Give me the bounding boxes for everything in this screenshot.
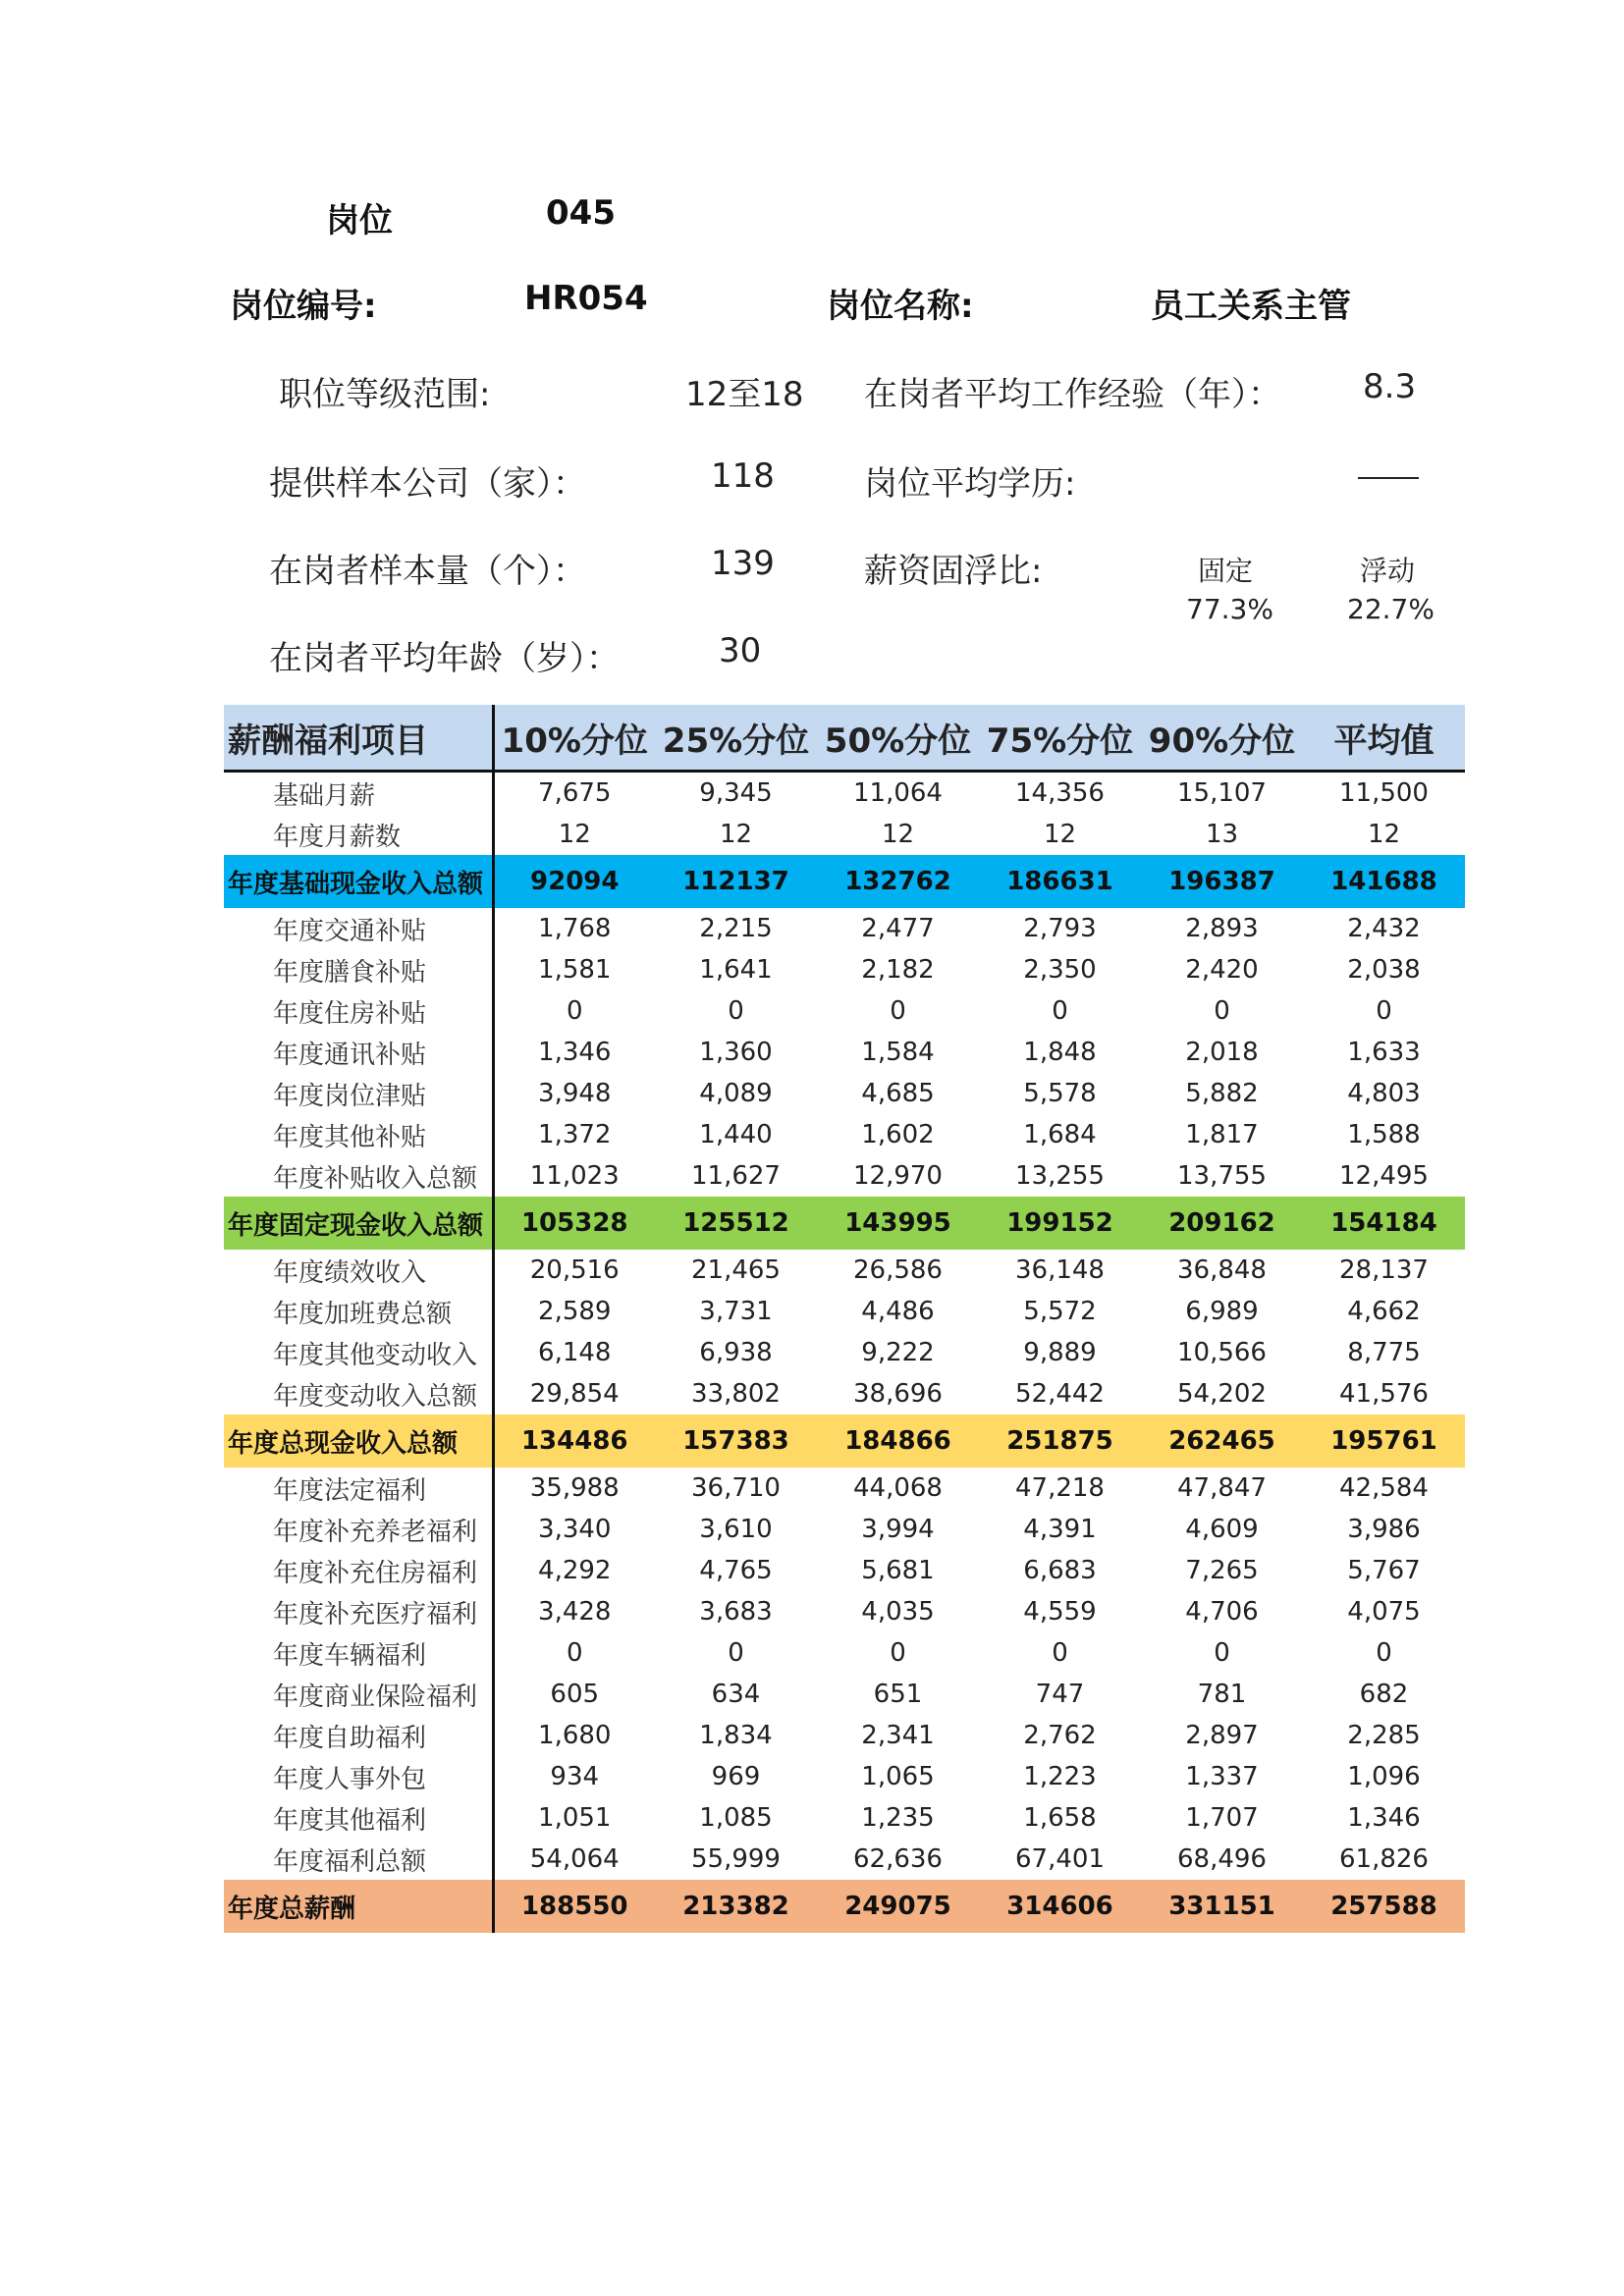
value-cell: 35,988: [529, 1473, 620, 1503]
table-row: [224, 1632, 1465, 1674]
value-cell: 4,609: [1185, 1515, 1259, 1544]
table-row: [224, 1032, 1465, 1073]
table-row: [224, 908, 1465, 949]
value-cell: 36,148: [1015, 1255, 1105, 1285]
value-cell: 0: [1052, 996, 1068, 1026]
value-cell: 5,572: [1023, 1297, 1097, 1326]
table-row: [224, 1715, 1465, 1756]
value-cell: 21,465: [691, 1255, 781, 1285]
value-cell: 2,215: [699, 914, 773, 943]
value-cell: 44,068: [853, 1473, 943, 1503]
table-row: [224, 1155, 1465, 1197]
value-cell: 28,137: [1339, 1255, 1429, 1285]
float-value: 22.7%: [1347, 593, 1435, 625]
value-cell: 747: [1035, 1680, 1085, 1709]
value-cell: 6,148: [538, 1338, 612, 1367]
value-cell: 1,680: [538, 1721, 612, 1750]
value-cell: 4,706: [1185, 1597, 1259, 1627]
value-cell: 199152: [979, 1197, 1141, 1250]
table-row: [224, 1291, 1465, 1332]
value-cell: 42,584: [1339, 1473, 1429, 1503]
float-label: 浮动: [1360, 555, 1416, 587]
row-label-cell: 年度其他变动收入: [224, 1332, 493, 1373]
value-cell: 1,346: [1347, 1803, 1421, 1833]
value-cell: 0: [728, 996, 744, 1026]
value-cell: 12: [1367, 820, 1401, 849]
table-body: [224, 772, 1465, 1934]
value-cell: 934: [550, 1762, 600, 1791]
row-label-cell: 年度基础现金收入总额: [224, 855, 493, 908]
value-cell: 1,581: [538, 955, 612, 985]
avg-age-label: 在岗者平均年龄（岁）：: [269, 639, 620, 678]
value-cell: 3,994: [861, 1515, 935, 1544]
value-cell: 186631: [979, 855, 1141, 908]
value-cell: 47,847: [1177, 1473, 1267, 1503]
value-cell: 52,442: [1015, 1379, 1105, 1409]
value-cell: 3,986: [1347, 1515, 1421, 1544]
value-cell: 1,337: [1185, 1762, 1259, 1791]
value-cell: 0: [566, 1638, 583, 1668]
fixed-float-ratio-label: 薪资固浮比:: [864, 552, 1043, 591]
row-label-cell: 年度岗位津贴: [224, 1073, 493, 1114]
value-cell: 257588: [1303, 1880, 1465, 1933]
value-cell: 7,265: [1185, 1556, 1259, 1585]
value-cell: 26,586: [853, 1255, 943, 1285]
value-cell: 331151: [1141, 1880, 1303, 1933]
value-cell: 5,578: [1023, 1079, 1097, 1108]
table-row: [224, 1114, 1465, 1155]
value-cell: 2,589: [538, 1297, 612, 1326]
row-label-cell: 基础月薪: [224, 772, 493, 815]
value-cell: 2,432: [1347, 914, 1421, 943]
value-cell: 1,602: [861, 1120, 935, 1149]
row-label-cell: 年度人事外包: [224, 1756, 493, 1797]
value-cell: 0: [890, 996, 906, 1026]
value-cell: 3,731: [699, 1297, 773, 1326]
value-cell: 1,235: [861, 1803, 935, 1833]
table-row: [224, 1073, 1465, 1114]
value-cell: 0: [1376, 996, 1392, 1026]
value-cell: 2,893: [1185, 914, 1259, 943]
value-cell: 5,882: [1185, 1079, 1259, 1108]
row-label-cell: 年度其他补贴: [224, 1114, 493, 1155]
value-cell: 15,107: [1177, 778, 1267, 808]
value-cell: 61,826: [1339, 1844, 1429, 1874]
grade-range-label: 职位等级范围:: [279, 375, 491, 414]
value-cell: 3,428: [538, 1597, 612, 1627]
value-cell: 3,683: [699, 1597, 773, 1627]
row-label-cell: 年度固定现金收入总额: [224, 1197, 493, 1250]
table-row: [224, 1797, 1465, 1839]
value-cell: 0: [1376, 1638, 1392, 1668]
value-cell: 2,018: [1185, 1038, 1259, 1067]
value-cell: 781: [1197, 1680, 1247, 1709]
table-row: [224, 1550, 1465, 1591]
value-cell: 682: [1359, 1680, 1409, 1709]
value-cell: 112137: [655, 855, 817, 908]
value-cell: 12: [1043, 820, 1077, 849]
row-label-cell: 年度通讯补贴: [224, 1032, 493, 1073]
value-cell: 188550: [493, 1880, 655, 1933]
table-total-row: [224, 1415, 1465, 1468]
position-value: 045: [546, 193, 616, 233]
column-header-p50: 50%分位: [817, 705, 979, 772]
sample-size-label: 在岗者样本量（个）：: [269, 552, 586, 591]
value-cell: 157383: [655, 1415, 817, 1468]
table-row: [224, 1756, 1465, 1797]
value-cell: 36,848: [1177, 1255, 1267, 1285]
value-cell: 2,341: [861, 1721, 935, 1750]
value-cell: 9,222: [861, 1338, 935, 1367]
value-cell: 1,658: [1023, 1803, 1097, 1833]
avg-experience-label: 在岗者平均工作经验（年）：: [864, 375, 1281, 414]
table-header-row: [224, 705, 1465, 772]
value-cell: 12,495: [1339, 1161, 1429, 1191]
value-cell: 4,391: [1023, 1515, 1097, 1544]
row-label-cell: 年度膳食补贴: [224, 949, 493, 990]
column-header-p25: 25%分位: [655, 705, 817, 772]
value-cell: 1,584: [861, 1038, 935, 1067]
row-label-cell: 年度补充住房福利: [224, 1550, 493, 1591]
value-cell: 92094: [493, 855, 655, 908]
avg-experience-value: 8.3: [1363, 367, 1417, 406]
value-cell: 12: [558, 820, 591, 849]
value-cell: 1,684: [1023, 1120, 1097, 1149]
value-cell: 1,768: [538, 914, 612, 943]
position-code-label: 岗位编号:: [230, 287, 377, 326]
row-label-cell: 年度补充医疗福利: [224, 1591, 493, 1632]
sample-companies-label: 提供样本公司（家）：: [269, 464, 586, 504]
value-cell: 7,675: [538, 778, 612, 808]
value-cell: 2,038: [1347, 955, 1421, 985]
value-cell: 13,755: [1177, 1161, 1267, 1191]
value-cell: 1,065: [861, 1762, 935, 1791]
value-cell: 33,802: [691, 1379, 781, 1409]
value-cell: 2,762: [1023, 1721, 1097, 1750]
column-header-p90: 90%分位: [1141, 705, 1303, 772]
value-cell: 0: [1214, 1638, 1230, 1668]
value-cell: 4,075: [1347, 1597, 1421, 1627]
value-cell: 5,681: [861, 1556, 935, 1585]
column-header-p10: 10%分位: [493, 705, 655, 772]
value-cell: 41,576: [1339, 1379, 1429, 1409]
value-cell: 132762: [817, 855, 979, 908]
table-total-row: [224, 855, 1465, 908]
value-cell: 0: [728, 1638, 744, 1668]
value-cell: 634: [711, 1680, 761, 1709]
value-cell: 1,588: [1347, 1120, 1421, 1149]
value-cell: 14,356: [1015, 778, 1105, 808]
value-cell: 20,516: [529, 1255, 620, 1285]
row-label-cell: 年度总薪酬: [224, 1880, 493, 1933]
row-label-cell: 年度法定福利: [224, 1468, 493, 1509]
value-cell: 1,440: [699, 1120, 773, 1149]
value-cell: 4,292: [538, 1556, 612, 1585]
value-cell: 67,401: [1015, 1844, 1105, 1874]
row-label-cell: 年度其他福利: [224, 1797, 493, 1839]
table-row: [224, 1332, 1465, 1373]
table-total-row: [224, 1880, 1465, 1933]
row-label-cell: 年度商业保险福利: [224, 1674, 493, 1715]
value-cell: 8,775: [1347, 1338, 1421, 1367]
avg-education-dash: [1358, 477, 1419, 479]
value-cell: 13,255: [1015, 1161, 1105, 1191]
value-cell: 55,999: [691, 1844, 781, 1874]
column-header-p75: 75%分位: [979, 705, 1141, 772]
value-cell: 12: [881, 820, 915, 849]
table-row: [224, 1468, 1465, 1509]
value-cell: 0: [1052, 1638, 1068, 1668]
value-cell: 2,285: [1347, 1721, 1421, 1750]
value-cell: 1,096: [1347, 1762, 1421, 1791]
position-name-value: 员工关系主管: [1151, 287, 1351, 326]
value-cell: 62,636: [853, 1844, 943, 1874]
sample-size-value: 139: [711, 544, 775, 583]
value-cell: 195761: [1303, 1415, 1465, 1468]
table-total-row: [224, 1197, 1465, 1250]
value-cell: 2,420: [1185, 955, 1259, 985]
value-cell: 54,064: [529, 1844, 620, 1874]
value-cell: 47,218: [1015, 1473, 1105, 1503]
table-row: [224, 1591, 1465, 1632]
value-cell: 3,948: [538, 1079, 612, 1108]
value-cell: 184866: [817, 1415, 979, 1468]
grade-range-value: 12至18: [685, 375, 804, 414]
value-cell: 10,566: [1177, 1338, 1267, 1367]
column-header-item: 薪酬福利项目: [224, 705, 493, 772]
row-label-cell: 年度补贴收入总额: [224, 1155, 493, 1197]
value-cell: 1,372: [538, 1120, 612, 1149]
value-cell: 3,610: [699, 1515, 773, 1544]
table-row: [224, 814, 1465, 855]
row-label-cell: 年度福利总额: [224, 1839, 493, 1880]
row-label-cell: 年度住房补贴: [224, 990, 493, 1032]
value-cell: 36,710: [691, 1473, 781, 1503]
row-label-cell: 年度交通补贴: [224, 908, 493, 949]
value-cell: 196387: [1141, 855, 1303, 908]
value-cell: 0: [1214, 996, 1230, 1026]
value-cell: 125512: [655, 1197, 817, 1250]
value-cell: 2,477: [861, 914, 935, 943]
value-cell: 5,767: [1347, 1556, 1421, 1585]
value-cell: 1,707: [1185, 1803, 1259, 1833]
value-cell: 141688: [1303, 855, 1465, 908]
value-cell: 4,803: [1347, 1079, 1421, 1108]
avg-education-label: 岗位平均学历:: [864, 464, 1076, 504]
row-label-cell: 年度加班费总额: [224, 1291, 493, 1332]
table-row: [224, 1373, 1465, 1415]
value-cell: 29,854: [529, 1379, 620, 1409]
value-cell: 12,970: [853, 1161, 943, 1191]
value-cell: 209162: [1141, 1197, 1303, 1250]
value-cell: 0: [890, 1638, 906, 1668]
value-cell: 4,765: [699, 1556, 773, 1585]
fixed-label: 固定: [1198, 555, 1254, 587]
value-cell: 1,051: [538, 1803, 612, 1833]
value-cell: 13: [1205, 820, 1239, 849]
value-cell: 4,662: [1347, 1297, 1421, 1326]
value-cell: 651: [873, 1680, 923, 1709]
fixed-value: 77.3%: [1186, 593, 1273, 625]
value-cell: 134486: [493, 1415, 655, 1468]
value-cell: 11,023: [529, 1161, 620, 1191]
table-row: [224, 990, 1465, 1032]
position-label: 岗位: [326, 201, 393, 240]
row-label-cell: 年度车辆福利: [224, 1632, 493, 1674]
value-cell: 969: [711, 1762, 761, 1791]
position-code-value: HR054: [524, 279, 648, 318]
value-cell: 9,889: [1023, 1338, 1097, 1367]
table-row: [224, 1674, 1465, 1715]
table-row: [224, 1509, 1465, 1550]
value-cell: 11,064: [853, 778, 943, 808]
value-cell: 11,500: [1339, 778, 1429, 808]
value-cell: 143995: [817, 1197, 979, 1250]
value-cell: 4,486: [861, 1297, 935, 1326]
value-cell: 4,035: [861, 1597, 935, 1627]
value-cell: 1,817: [1185, 1120, 1259, 1149]
value-cell: 249075: [817, 1880, 979, 1933]
value-cell: 314606: [979, 1880, 1141, 1933]
value-cell: 2,350: [1023, 955, 1097, 985]
value-cell: 6,683: [1023, 1556, 1097, 1585]
value-cell: 605: [550, 1680, 600, 1709]
value-cell: 12: [719, 820, 753, 849]
value-cell: 1,834: [699, 1721, 773, 1750]
row-label-cell: 年度总现金收入总额: [224, 1415, 493, 1468]
value-cell: 3,340: [538, 1515, 612, 1544]
row-label-cell: 年度月薪数: [224, 814, 493, 855]
value-cell: 6,989: [1185, 1297, 1259, 1326]
row-label-cell: 年度自助福利: [224, 1715, 493, 1756]
value-cell: 1,848: [1023, 1038, 1097, 1067]
value-cell: 105328: [493, 1197, 655, 1250]
value-cell: 11,627: [691, 1161, 781, 1191]
value-cell: 54,202: [1177, 1379, 1267, 1409]
column-header-average: 平均值: [1303, 705, 1465, 772]
value-cell: 1,346: [538, 1038, 612, 1067]
avg-age-value: 30: [719, 631, 762, 670]
value-cell: 4,559: [1023, 1597, 1097, 1627]
value-cell: 1,641: [699, 955, 773, 985]
table-row: [224, 1839, 1465, 1880]
row-label-cell: 年度变动收入总额: [224, 1373, 493, 1415]
value-cell: 4,089: [699, 1079, 773, 1108]
value-cell: 2,897: [1185, 1721, 1259, 1750]
value-cell: 251875: [979, 1415, 1141, 1468]
table-row: [224, 1250, 1465, 1291]
value-cell: 1,360: [699, 1038, 773, 1067]
value-cell: 38,696: [853, 1379, 943, 1409]
value-cell: 1,633: [1347, 1038, 1421, 1067]
value-cell: 2,182: [861, 955, 935, 985]
value-cell: 6,938: [699, 1338, 773, 1367]
position-name-label: 岗位名称:: [827, 287, 974, 326]
value-cell: 1,223: [1023, 1762, 1097, 1791]
table-row: [224, 772, 1465, 815]
row-label-cell: 年度绩效收入: [224, 1250, 493, 1291]
value-cell: 68,496: [1177, 1844, 1267, 1874]
value-cell: 0: [566, 996, 583, 1026]
value-cell: 2,793: [1023, 914, 1097, 943]
table-row: [224, 949, 1465, 990]
value-cell: 4,685: [861, 1079, 935, 1108]
salary-table: [224, 705, 1465, 1933]
value-cell: 262465: [1141, 1415, 1303, 1468]
sample-companies-value: 118: [711, 456, 775, 496]
value-cell: 1,085: [699, 1803, 773, 1833]
value-cell: 154184: [1303, 1197, 1465, 1250]
value-cell: 213382: [655, 1880, 817, 1933]
row-label-cell: 年度补充养老福利: [224, 1509, 493, 1550]
value-cell: 9,345: [699, 778, 773, 808]
